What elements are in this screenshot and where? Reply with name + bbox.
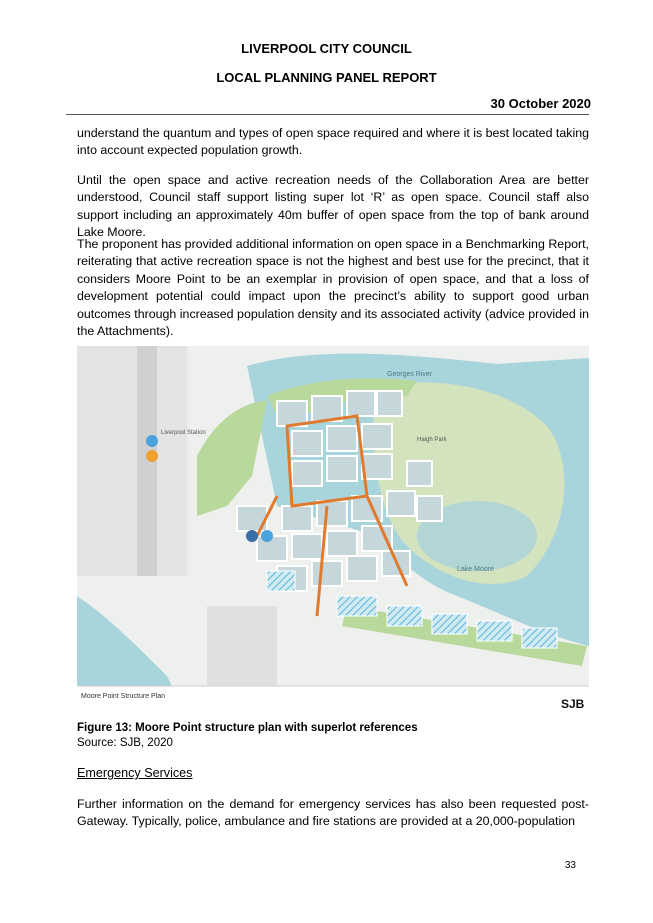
legend-strip [77, 686, 589, 717]
station-label: Liverpool Station [161, 430, 206, 436]
paragraph-1: understand the quantum and types of open space required and where it is best located taking into account expected population growth. [77, 126, 589, 158]
page-number: 33 [564, 860, 576, 871]
paragraph-2: Until the open space and active recreation needs of the Collaboration Area are better understood, Council staff support listing super lot ‘R’ as open space. Council staff also support including an approximately 40m buffer of open space from the top of bank around Lake Moore. [77, 173, 589, 240]
industrial-block [207, 606, 277, 686]
council-title: LIVERPOOL CITY COUNCIL [241, 41, 412, 56]
paragraph-4: Further information on the demand for emergency services has also been requested post-Gateway. Typically, police, ambulance and fire stations are provided at a 20,000-population [77, 797, 589, 829]
plan-title: Moore Point Structure Plan [81, 693, 166, 700]
bus-marker [146, 450, 158, 462]
figure-source: Source: SJB, 2020 [77, 737, 173, 749]
existing-city [77, 346, 187, 576]
metro-marker [246, 530, 258, 542]
sjb-logo: SJB [561, 697, 585, 711]
station-marker [146, 435, 158, 447]
section-heading: Emergency Services [77, 766, 193, 780]
structure-plan-map [77, 346, 589, 717]
report-title: LOCAL PLANNING PANEL REPORT [216, 70, 437, 85]
paragraph-3: The proponent has provided additional information on open space in a Benchmarking Report, reiterating that active recreation space is not the highest and best use for the precinct, that it considers Moore Point to be an exemplar in provision of open space, and that a loss of development potential could impact upon the precinct’s ability to support good urban outcomes through increased population density and its associated activity (advice provided in the Attachments). [77, 237, 589, 339]
park-label: Haigh Park [417, 437, 447, 443]
header-divider [66, 114, 589, 115]
report-date: 30 October 2020 [490, 96, 591, 111]
bus-marker-2 [261, 530, 273, 542]
lake-label: Lake Moore [457, 566, 494, 573]
figure-caption: Figure 13: Moore Point structure plan with superlot references [77, 722, 418, 734]
river-label: Georges River [387, 371, 433, 378]
